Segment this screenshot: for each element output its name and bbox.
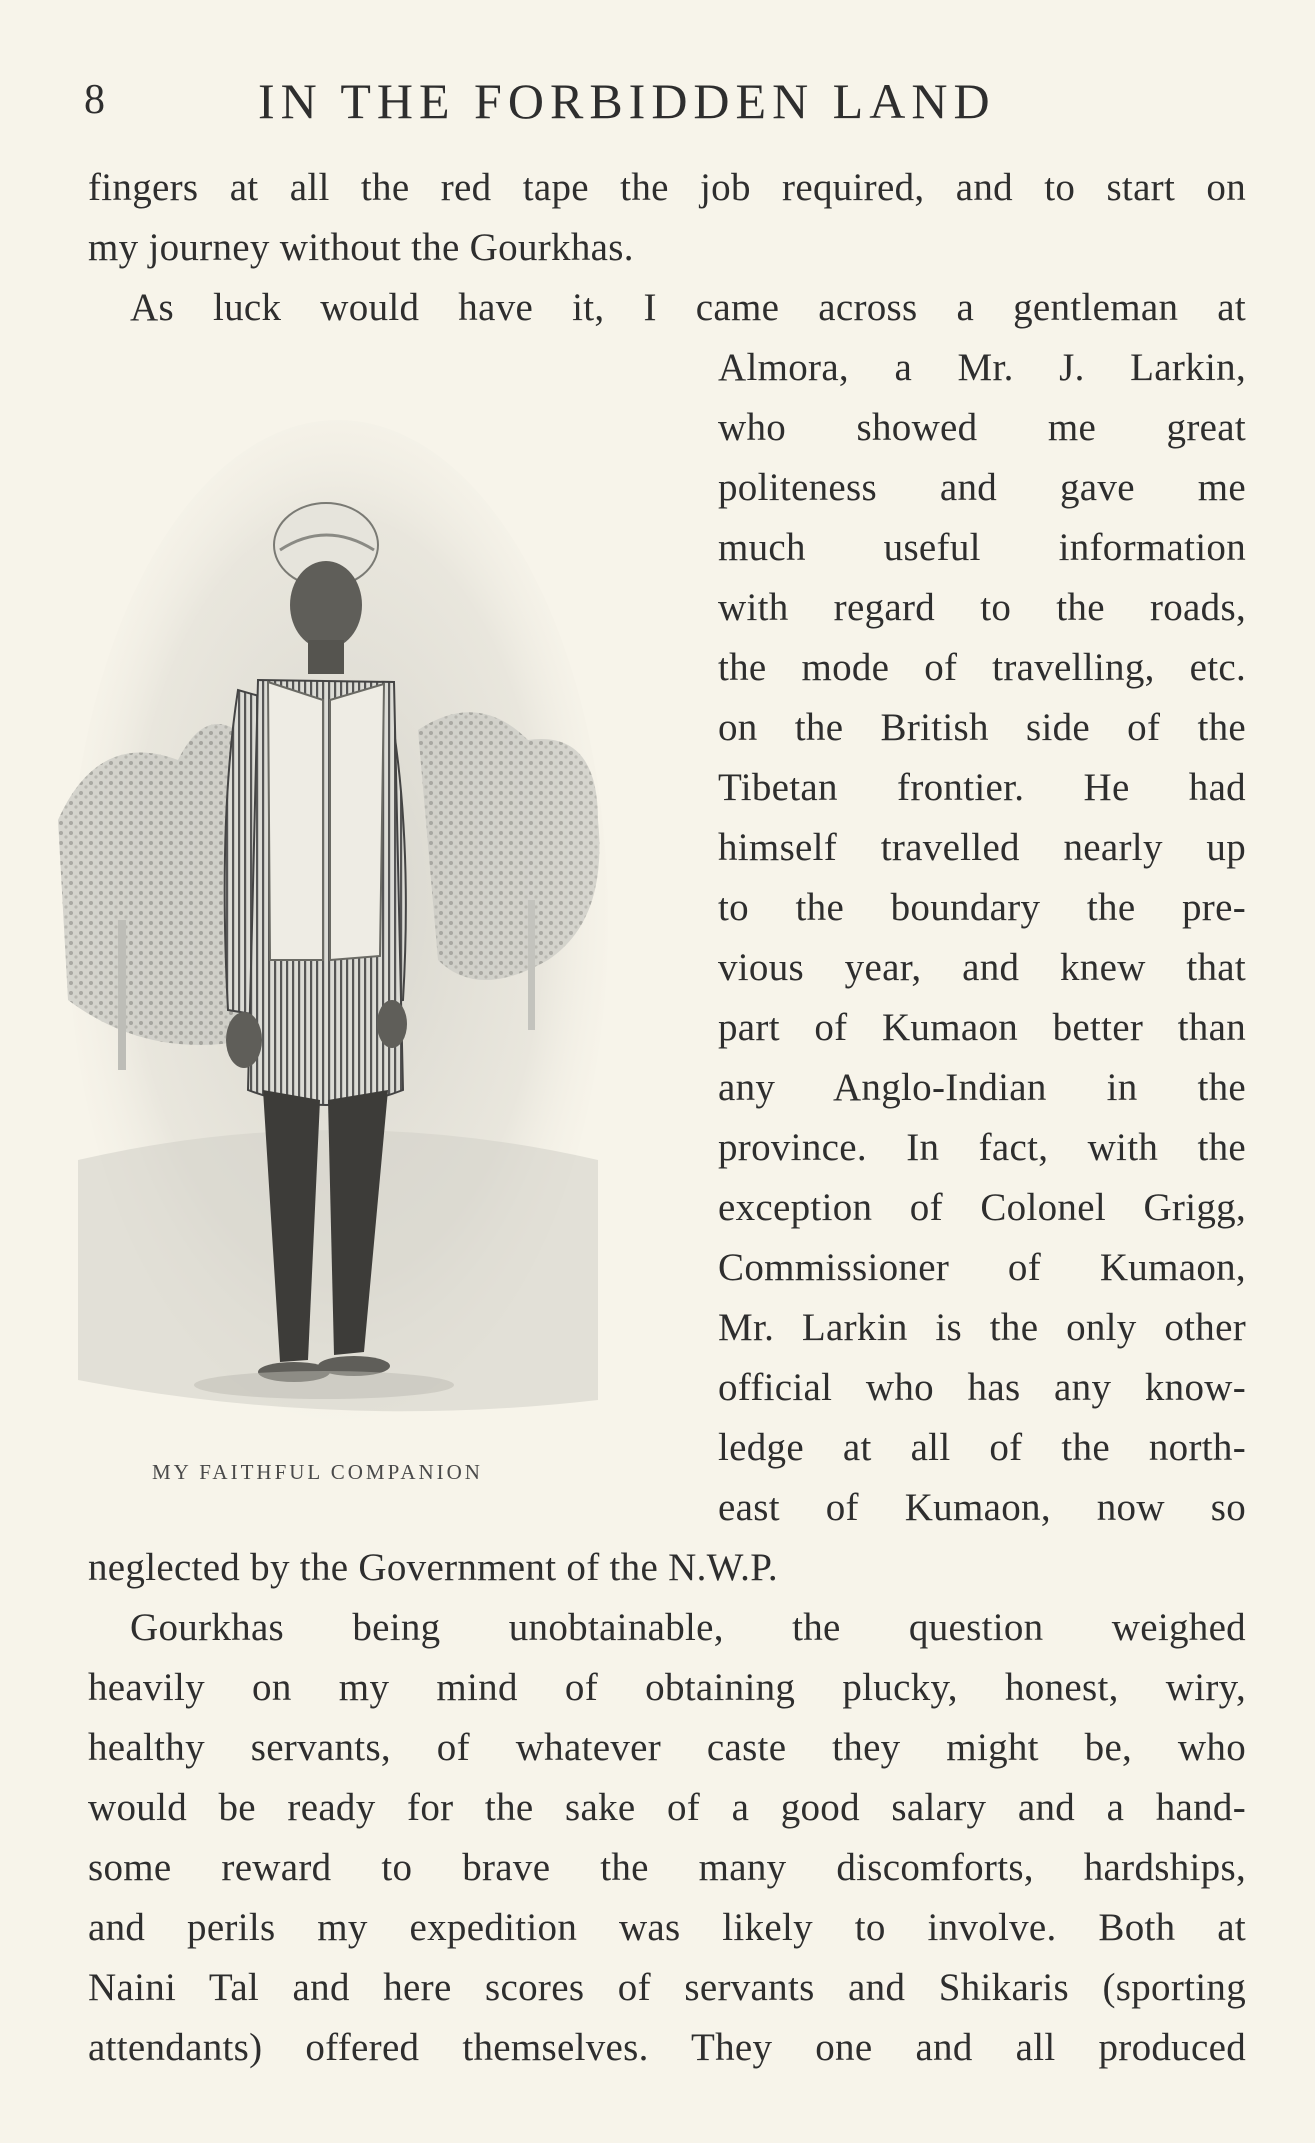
text-line: Tibetan frontier. He had xyxy=(718,766,1246,809)
text-line: Mr. Larkin is the only other xyxy=(718,1306,1246,1349)
text-line: on the British side of the xyxy=(718,706,1246,749)
text-line: some reward to brave the many discomforts, hardships, xyxy=(88,1846,1246,1889)
text-line: fingers at all the red tape the job required, and to start on xyxy=(88,166,1246,209)
text-line: heavily on my mind of obtaining plucky, honest, wiry, xyxy=(88,1666,1246,1709)
text-line: vious year, and knew that xyxy=(718,946,1246,989)
text-line: Gourkhas being unobtainable, the question weighed xyxy=(130,1606,1246,1649)
text-line: who showed me great xyxy=(718,406,1246,449)
text-line: himself travelled nearly up xyxy=(718,826,1246,869)
text-line: much useful information xyxy=(718,526,1246,569)
text-line: Almora, a Mr. J. Larkin, xyxy=(718,346,1246,389)
text-line: my journey without the Gourkhas. xyxy=(88,226,634,269)
text-line: east of Kumaon, now so xyxy=(718,1486,1246,1529)
text-line: official who has any know- xyxy=(718,1366,1246,1409)
running-title: IN THE FORBIDDEN LAND xyxy=(258,73,996,129)
text-line: healthy servants, of whatever caste they might be, who xyxy=(88,1726,1246,1769)
text-line: province. In fact, with the xyxy=(718,1126,1246,1169)
text-line: to the boundary the pre- xyxy=(718,886,1246,929)
text-line: would be ready for the sake of a good salary and a hand- xyxy=(88,1786,1246,1829)
page-number: 8 xyxy=(84,77,106,123)
figure-caption: MY FAITHFUL COMPANION xyxy=(152,1460,483,1484)
text-line: with regard to the roads, xyxy=(718,586,1246,629)
text-line: Commissioner of Kumaon, xyxy=(718,1246,1246,1289)
text-line: and perils my expedition was likely to involve. Both at xyxy=(88,1906,1246,1949)
text-line: ledge at all of the north- xyxy=(718,1426,1246,1469)
text-line: the mode of travelling, etc. xyxy=(718,646,1246,689)
text-line: exception of Colonel Grigg, xyxy=(718,1186,1246,1229)
text-line: As luck would have it, I came across a gentleman at xyxy=(130,286,1246,329)
standing-man-engraving xyxy=(58,400,618,1440)
text-line: neglected by the Government of the N.W.P. xyxy=(88,1546,778,1589)
text-line: politeness and gave me xyxy=(718,466,1246,509)
portrait-illustration xyxy=(58,400,618,1440)
text-line: attendants) offered themselves. They one and all produced xyxy=(88,2026,1246,2069)
text-line: part of Kumaon better than xyxy=(718,1006,1246,1049)
text-line: Naini Tal and here scores of servants and Shikaris (sporting xyxy=(88,1966,1246,2009)
page-header xyxy=(80,72,1250,132)
text-line: any Anglo-Indian in the xyxy=(718,1066,1246,1109)
